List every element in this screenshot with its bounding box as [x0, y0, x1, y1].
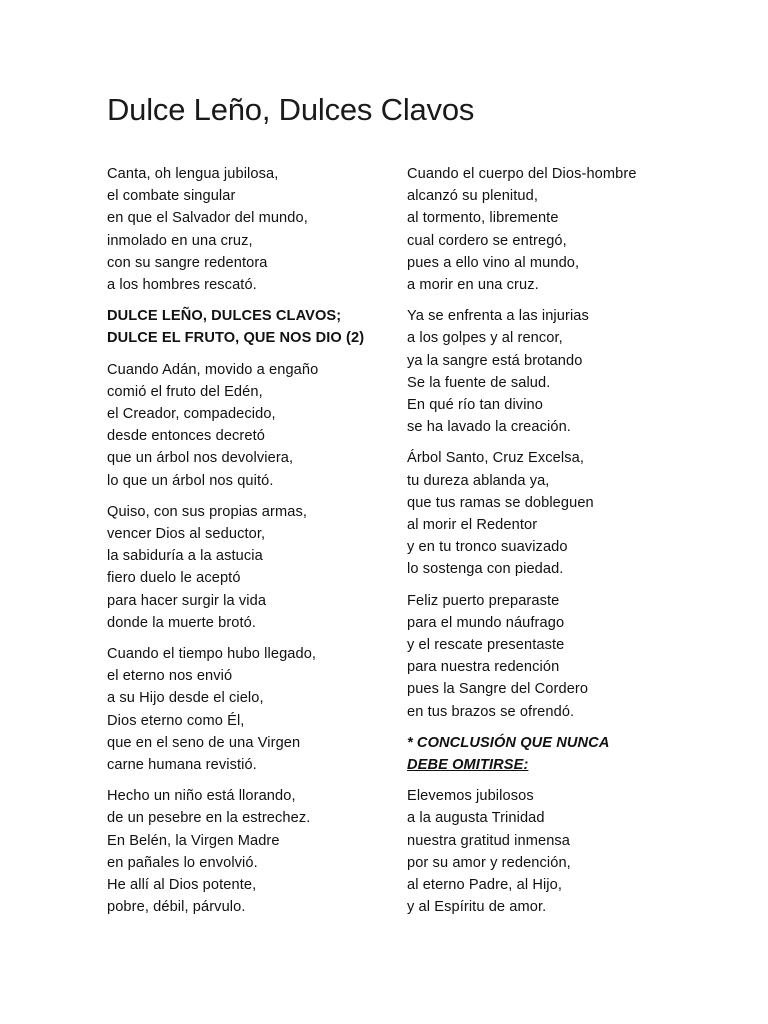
- lyric-line: y al Espíritu de amor.: [407, 899, 547, 916]
- lyric-line: vencer Dios al seductor,: [107, 526, 266, 543]
- verse-stanza: [107, 163, 407, 296]
- lyric-line: pues la Sangre del Cordero: [407, 681, 589, 698]
- lyric-line: en tus brazos se ofrendó.: [407, 703, 575, 720]
- lyric-line: Quiso, con sus propias armas,: [107, 503, 308, 520]
- lyric-line: que un árbol nos devolviera,: [107, 450, 294, 467]
- verse-stanza: [107, 785, 407, 918]
- lyric-line: DULCE LEÑO, DULCES CLAVOS;: [107, 308, 342, 325]
- chorus-stanza: [107, 305, 407, 349]
- conclusion-note: [407, 732, 707, 776]
- lyric-line: que tus ramas se dobleguen: [407, 494, 594, 511]
- lyric-line: Dios eterno como Él,: [107, 712, 245, 729]
- lyric-line: alcanzó su plenitud,: [407, 188, 538, 205]
- verse-stanza: [107, 359, 407, 492]
- lyric-line: en pañales lo envolvió.: [107, 854, 258, 871]
- lyric-line: al eterno Padre, al Hijo,: [407, 877, 563, 894]
- right-column: [407, 163, 707, 928]
- lyric-line: DULCE EL FRUTO, QUE NOS DIO (2): [107, 330, 365, 347]
- lyric-line: nuestra gratitud inmensa: [407, 832, 571, 849]
- verse-stanza: [107, 501, 407, 634]
- verse-stanza: [407, 590, 707, 723]
- lyric-line: DEBE OMITIRSE:: [407, 757, 529, 774]
- lyric-line: el Creador, compadecido,: [107, 406, 276, 423]
- lyric-line: Cuando el cuerpo del Dios-hombre: [407, 166, 637, 182]
- lyric-line: a morir en una cruz.: [407, 277, 539, 294]
- lyric-line: al tormento, libremente: [407, 210, 559, 227]
- lyric-line: a los golpes y al rencor,: [407, 330, 563, 347]
- lyric-line: el eterno nos envió: [107, 668, 233, 685]
- lyric-line: lo que un árbol nos quitó.: [107, 472, 274, 489]
- verse-stanza: [407, 163, 707, 296]
- lyric-line: lo sostenga con piedad.: [407, 561, 564, 578]
- lyric-line: a su Hijo desde el cielo,: [107, 690, 264, 707]
- lyric-line: de un pesebre en la estrechez.: [107, 810, 311, 827]
- lyric-line: para nuestra redención: [407, 659, 560, 676]
- lyric-line: para hacer surgir la vida: [107, 592, 267, 609]
- lyric-line: En qué río tan divino: [407, 397, 543, 414]
- lyric-line: Hecho un niño está llorando,: [107, 788, 296, 805]
- lyric-line: Ya se enfrenta a las injurias: [407, 308, 589, 325]
- lyric-line: pues a ello vino al mundo,: [407, 254, 580, 271]
- page-title: Dulce Leño, Dulces Clavos: [107, 92, 475, 127]
- lyric-line: Cuando el tiempo hubo llegado,: [107, 646, 317, 663]
- verse-stanza: [407, 785, 707, 918]
- lyric-line: comió el fruto del Edén,: [107, 383, 263, 400]
- verse-stanza: [407, 447, 707, 580]
- left-column: [107, 163, 407, 928]
- lyric-line: con su sangre redentora: [107, 254, 268, 271]
- lyric-line: Se la fuente de salud.: [407, 374, 551, 391]
- lyric-line: * CONCLUSIÓN QUE NUNCA: [407, 734, 610, 751]
- lyric-line: desde entonces decretó: [107, 428, 265, 445]
- lyric-line: a los hombres rescató.: [107, 277, 257, 294]
- lyric-line: inmolado en una cruz,: [107, 232, 253, 249]
- verse-stanza: [107, 643, 407, 776]
- lyric-line: Cuando Adán, movido a engaño: [107, 361, 319, 378]
- lyric-line: y el rescate presentaste: [407, 637, 565, 654]
- verse-stanza: [407, 305, 707, 438]
- lyric-line: donde la muerte brotó.: [107, 614, 257, 631]
- lyric-line: que en el seno de una Virgen: [107, 734, 301, 751]
- lyric-line: a la augusta Trinidad: [407, 810, 545, 827]
- lyric-line: por su amor y redención,: [407, 854, 571, 871]
- lyric-line: pobre, débil, párvulo.: [107, 899, 246, 916]
- lyric-line: se ha lavado la creación.: [407, 419, 571, 436]
- lyric-line: cual cordero se entregó,: [407, 232, 567, 249]
- lyric-line: en que el Salvador del mundo,: [107, 210, 308, 227]
- lyric-line: fiero duelo le aceptó: [107, 570, 241, 587]
- lyric-line: En Belén, la Virgen Madre: [107, 832, 280, 849]
- lyric-line: He allí al Dios potente,: [107, 877, 257, 894]
- lyric-line: al morir el Redentor: [407, 517, 538, 534]
- lyric-line: el combate singular: [107, 188, 236, 205]
- lyric-line: Árbol Santo, Cruz Excelsa,: [407, 450, 584, 467]
- lyric-line: y en tu tronco suavizado: [407, 539, 568, 556]
- lyric-line: para el mundo náufrago: [407, 614, 565, 631]
- lyric-line: Elevemos jubilosos: [407, 788, 534, 805]
- lyric-line: la sabiduría a la astucia: [107, 548, 263, 565]
- lyric-line: Feliz puerto preparaste: [407, 592, 560, 609]
- lyric-line: Canta, oh lengua jubilosa,: [107, 166, 279, 182]
- lyric-line: carne humana revistió.: [107, 757, 257, 774]
- lyric-line: ya la sangre está brotando: [407, 352, 583, 369]
- lyric-line: tu dureza ablanda ya,: [407, 472, 550, 489]
